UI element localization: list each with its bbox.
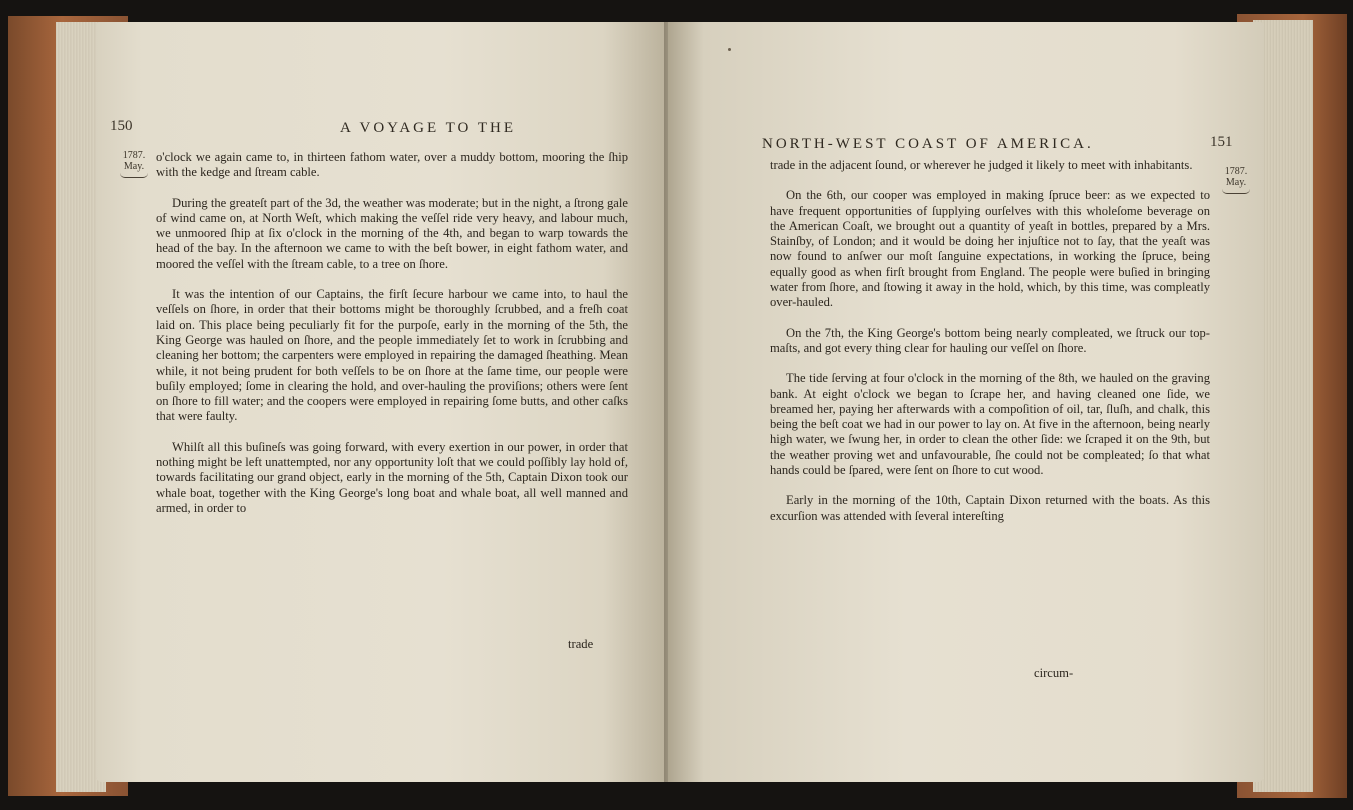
paragraph: The tide ſerving at four o'clock in the morning of the 8th, we hauled on the graving bank. At eight o'clock we began to ſcrape her, and having cleaned one ſide, we breamed her, paying her afterwards with a compoſition of oil, tar, ſluſh, and chalk, this being the beſt coat we had in our power to lay on. At five in the afternoon, being nearly high water, we ſwung her, in order to clean the other ſide: we ſcraped it on the 9th, but the weather proving wet and unfavourable, ſhe could not be compleated; ſo that what hands could be ſpared, were ſent on ſhore to cut wood.: [770, 371, 1210, 478]
paragraph: o'clock we again came to, in thirteen fathom water, over a muddy bottom, mooring the ſhip with the kedge and ſtream cable.: [156, 150, 628, 180]
margin-date-year: 1787.: [1224, 166, 1248, 177]
page-number: 150: [110, 118, 133, 134]
margin-date-month: May.: [1225, 177, 1247, 188]
page-number: 151: [1210, 134, 1233, 150]
margin-date: [114, 150, 154, 178]
paragraph: trade in the adjacent ſound, or wherever he judged it likely to meet with inhabitants.: [770, 158, 1193, 172]
body-text: [156, 150, 628, 516]
paragraph: During the greateſt part of the 3d, the weather was moderate; but in the night, a ſtrong gale of wind came on, at North Weſt, which making the veſſel ride very heavy, and labour much, we unmoored ſhip at ſix o'clock in the morning of the 4th, and began to warp towards the head of the bay. In the afternoon we came to with the beſt bower, in eight fathom water, and moored the veſſel with the ſtream cable, to a tree on ſhore.: [156, 195, 628, 271]
margin-date: [1216, 166, 1256, 194]
body-text: [770, 158, 1210, 524]
paragraph: Whilſt all this buſineſs was going forward, with every exertion in our power, in order that nothing might be left unattempted, nor any opportunity loſt that we could poſſibly lay hold of, towards facilitating our grand object, early in the morning of the 5th, Captain Dixon took our whale boat, together with the King George's long boat and whale boat, all well manned and armed, in order to: [156, 439, 628, 515]
left-page: [96, 22, 672, 782]
paragraph: On the 7th, the King George's bottom being nearly compleated, we ſtruck our top-maſts, and got every thing clear for hauling our veſſel on ſhore.: [770, 325, 1210, 355]
margin-date-year: 1787.: [122, 150, 146, 161]
margin-date-month: May.: [123, 161, 145, 172]
margin-brace: [120, 173, 148, 178]
paragraph: On the 6th, our cooper was employed in making ſpruce beer: as we expected to have frequent opportunities of ſupplying ourſelves with this wholeſome beverage on the American Coaſt, we brought out a quantity of yeaſt in bottles, prepared by a Mrs. Stainſby, of London; and it would be doing her injuſtice not to ſay, that the yeaſt was now found to anſwer our moſt ſanguine expectations, in working the ſpruce, being equally good as when firſt brought from England. The people were buſied in bringing water from ſhore, and ſtowing it away in the hold, which, by this time, was compleatly over-hauled.: [770, 188, 1210, 310]
ink-speck: [728, 48, 731, 51]
right-page: [668, 22, 1264, 782]
running-head: NORTH-WEST COAST OF AMERICA.: [762, 136, 1094, 152]
paragraph: It was the intention of our Captains, the firſt ſecure harbour we came into, to haul the veſſels on ſhore, in order that their bottoms might be thoroughly ſcrubbed, and a freſh coat laid on. This place being peculiarly fit for the purpoſe, early in the morning of the 5th, the King George was hauled on ſhore, and the people immediately ſet to work in ſcrubbing and cleaning her bottom; the carpenters were employed in repairing the damaged ſheathing. Mean while, it not being prudent for both veſſels to be on ſhore at the ſame time, our people were buſily employed; ſome in clearing the hold, and over-hauling the proviſions; others were ſent on ſhore to fill water; and the coopers were employed in repairing ſome butts, and other caſks that were faulty.: [156, 287, 628, 424]
catchword: circum-: [1034, 666, 1074, 680]
paragraph: Early in the morning of the 10th, Captain Dixon returned with the boats. As this excurſion was attended with ſeveral intereſting: [770, 493, 1210, 523]
catchword: trade: [568, 637, 594, 651]
margin-brace: [1222, 189, 1250, 194]
running-head: A VOYAGE TO THE: [340, 120, 516, 136]
